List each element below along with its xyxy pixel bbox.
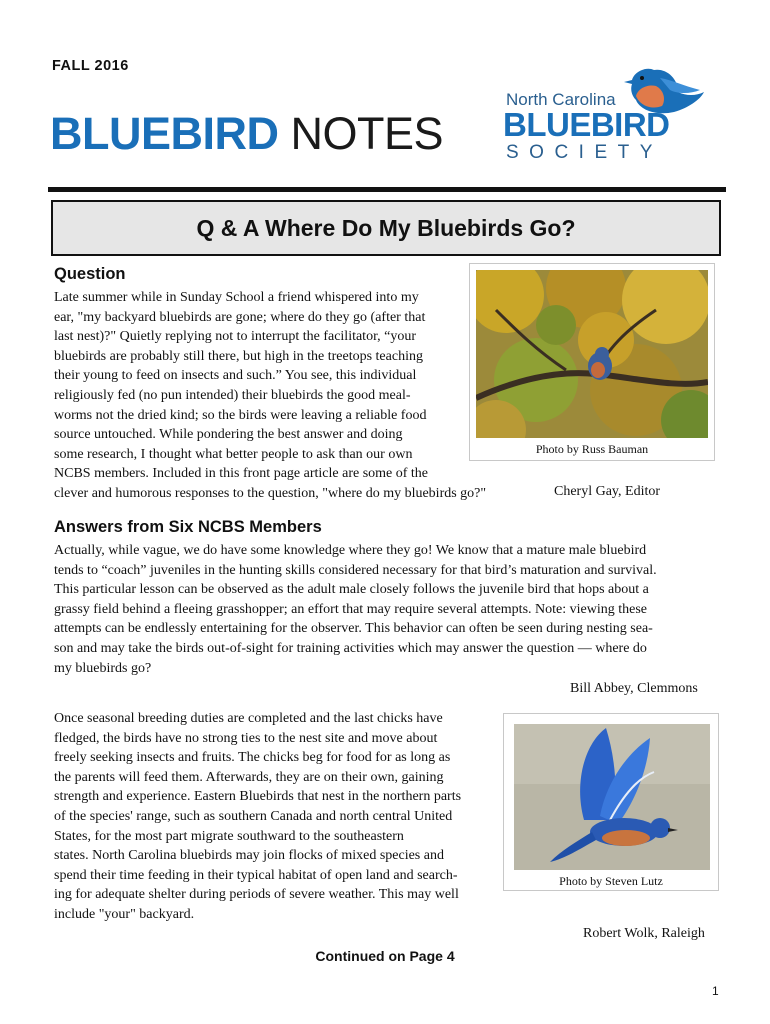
text-line: last nest)?" Quietly replying not to interrupt the facilitator, “your	[54, 329, 417, 345]
ncbs-logo	[498, 56, 718, 168]
text-line: their young to feed on insects and such.” You see, this individual	[54, 368, 417, 384]
photo1-caption: Photo by Russ Bauman	[535, 442, 649, 456]
logo-line-society: SOCIETY	[506, 142, 663, 163]
bluebird-on-branch-photo	[476, 270, 708, 438]
text-line: tends to “coach” juveniles in the hunting skills considered necessary for that bird’s maturation and survival.	[54, 562, 657, 578]
text-line: spend their time feeding in their typical habitat of open land and search-	[54, 867, 458, 883]
question-heading: Question	[54, 265, 126, 283]
text-line: ear, "my backyard bluebirds are gone; where do they go (after that	[54, 309, 426, 325]
answer-2-signature: Robert Wolk, Raleigh	[583, 926, 705, 941]
logo-line-north-carolina: North Carolina	[506, 90, 616, 109]
header-divider	[48, 187, 726, 192]
article-title: Q & A Where Do My Bluebirds Go?	[51, 200, 721, 256]
answer-1-signature: Bill Abbey, Clemmons	[570, 681, 698, 696]
text-line: some research, I thought what better people to ask than our own	[54, 446, 413, 462]
bluebird-in-flight-photo	[514, 724, 710, 870]
text-line: NCBS members. Included in this front page article are some of the	[54, 466, 429, 482]
text-line: States, for the most part migrate southward to the southeastern	[54, 828, 404, 844]
text-line: Late summer while in Sunday School a friend whispered into my	[54, 290, 419, 305]
question-paragraph	[54, 288, 534, 504]
answers-heading: Answers from Six NCBS Members	[54, 518, 322, 536]
continued-notice: Continued on Page 4	[315, 948, 455, 964]
answer-2-paragraph	[54, 709, 502, 925]
question-signature: Cheryl Gay, Editor	[554, 484, 661, 499]
text-line: attempts can be endlessly entertaining for the observer. This behavior can often be seen during nesting sea-	[54, 621, 653, 637]
text-line: Once seasonal breeding duties are completed and the last chicks have	[54, 711, 443, 726]
text-line: son and may take the birds out-of-sight for training activities which may answer the question — where do	[54, 640, 647, 656]
text-line: grassy field behind a fleeing grasshopper; an effort that may require several attempts. Note: viewing these	[54, 601, 647, 617]
photo-russ-bauman	[469, 263, 715, 461]
text-line: religiously fed (no pun intended) their bluebirds the good meal-	[54, 387, 411, 403]
logo-line-bluebird: BLUEBIRD	[503, 106, 670, 143]
text-line: bluebirds are probably still there, but high in the treetops teaching	[54, 348, 423, 364]
text-line: This particular lesson can be observed as the adult male closely follows the juvenile bird that hops about a	[54, 582, 649, 598]
text-line: of the species' range, such as southern Canada and north central United	[54, 808, 453, 824]
text-line: ing for adequate shelter during periods of severe weather. This may well	[54, 887, 459, 903]
newsletter-masthead	[50, 108, 443, 160]
issue-date: FALL 2016	[52, 58, 129, 74]
photo-steven-lutz	[503, 713, 719, 891]
text-line: the parents will feed them. Afterwards, they are on their own, gaining	[54, 769, 444, 785]
text-line: strength and experience. Eastern Bluebirds that nest in the northern parts	[54, 789, 462, 805]
text-line: freely seeking insects and fruits. The chicks beg for food for as long as	[54, 750, 451, 766]
text-line: Actually, while vague, we do have some knowledge where they go! We know that a mature male bluebird	[54, 543, 647, 558]
masthead-bluebird: BLUEBIRD	[50, 108, 279, 159]
text-line: source untouched. While pondering the best answer and doing	[54, 427, 403, 443]
text-line: clever and humorous responses to the question, "where do my bluebirds go?"	[54, 485, 487, 501]
page-number: 1	[712, 984, 719, 998]
answer-1-paragraph	[54, 541, 724, 678]
text-line: worms not the dried kind; so the birds were leaving a reliable food	[54, 407, 427, 423]
text-line: include "your" backyard.	[54, 906, 195, 922]
photo2-caption: Photo by Steven Lutz	[559, 874, 663, 888]
masthead-notes: NOTES	[290, 108, 444, 159]
text-line: states. North Carolina bluebirds may join flocks of mixed species and	[54, 848, 444, 864]
text-line: my bluebirds go?	[54, 660, 152, 676]
text-line: fledged, the birds have no strong ties to the nest site and move about	[54, 730, 438, 746]
